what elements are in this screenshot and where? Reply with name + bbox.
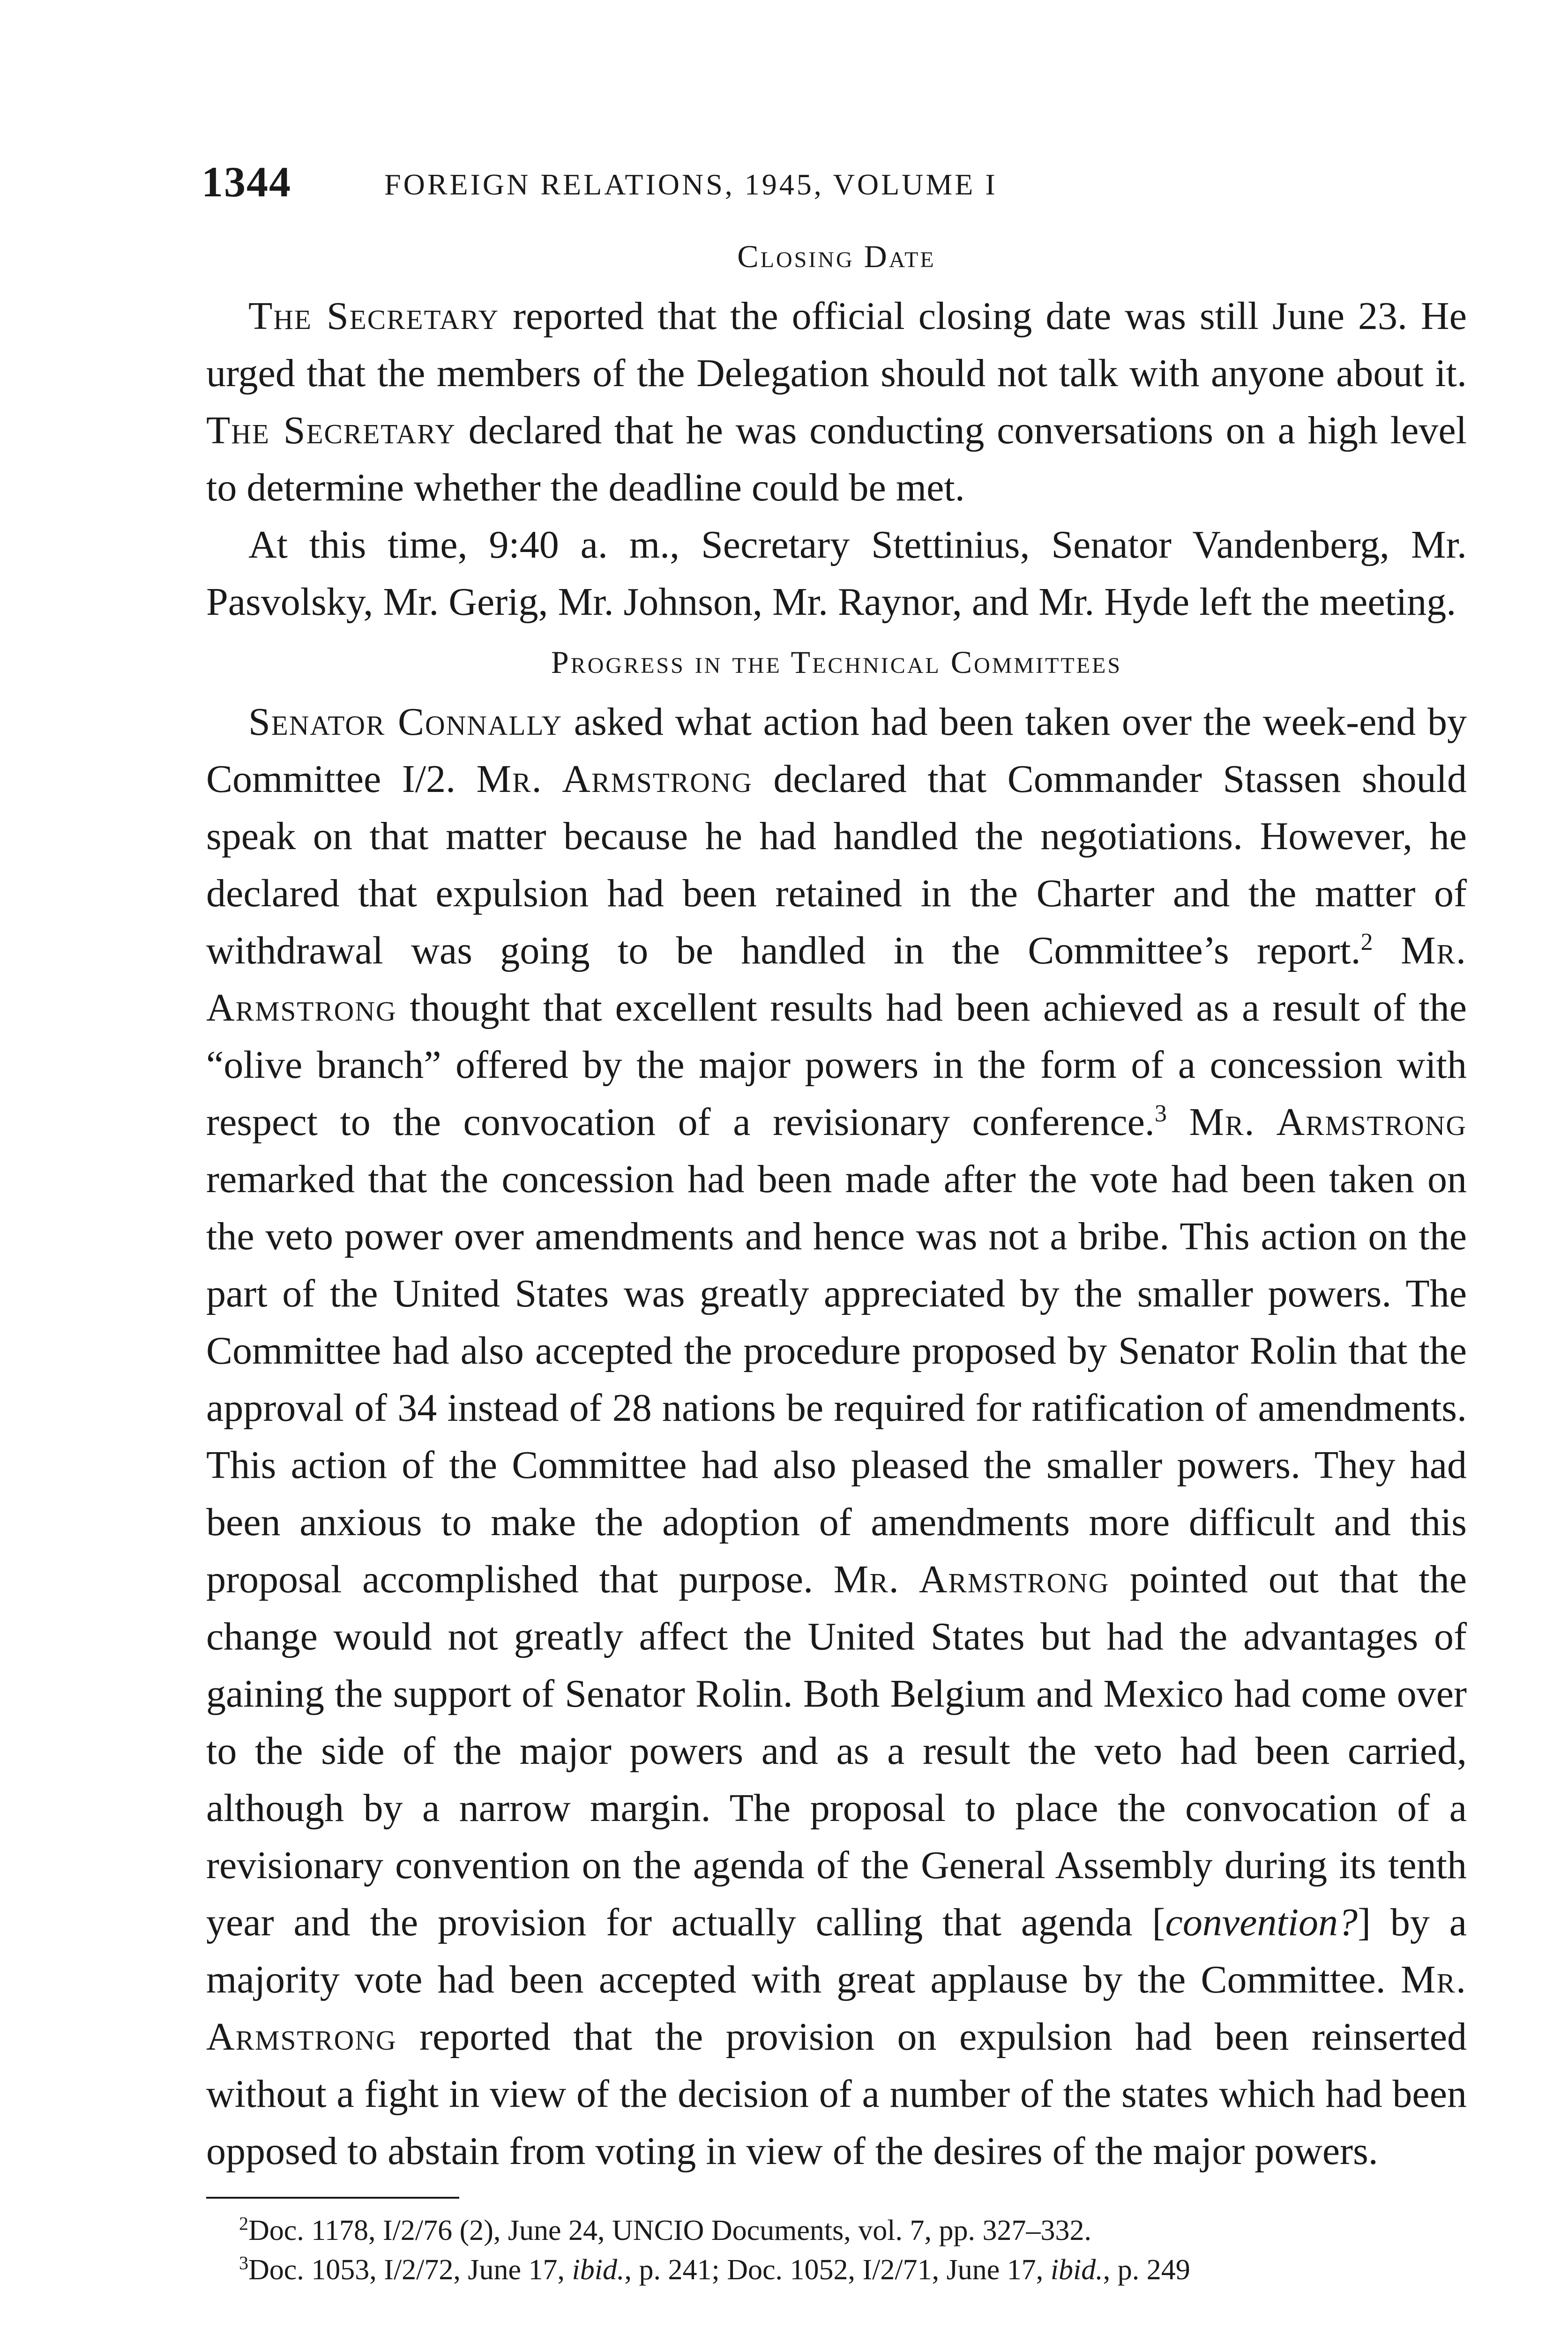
footnote-2 xyxy=(206,2211,1467,2250)
running-title: FOREIGN RELATIONS, 1945, VOLUME I xyxy=(384,168,998,201)
footnote-text: Doc. 1053, I/2/72, June 17, xyxy=(248,2254,572,2286)
paragraph-progress-1 xyxy=(206,694,1467,2180)
paragraph-text: asked what action had been taken over the week-end by Committee I/2. xyxy=(206,700,1467,801)
body-text xyxy=(206,225,1467,2290)
speaker-mr-armstrong: Mr. Armstrong xyxy=(1189,1100,1467,1144)
footnote-ref-2: 2 xyxy=(1360,929,1373,955)
section-heading-progress: Progress in the Technical Committees xyxy=(551,644,1122,680)
speaker-mr-armstrong: Mr. Armstrong xyxy=(206,929,1467,1030)
paragraph-text: pointed out that the change would not greatly affect the United States but had the advantages of gaining the support of Senator Rolin. Both Belgium and Mexico had come over to the side of the major powers and as a result the veto had been carried, although by a narrow margin. The proposal to place the convocation of a revisionary convention on the agenda of the General Assembly during its tenth year and the provision for actually calling that agenda [ xyxy=(206,1558,1467,1944)
speaker-senator-connally: Senator Connally xyxy=(248,700,563,744)
footnote-3 xyxy=(206,2250,1467,2290)
paragraph-closing-date-1 xyxy=(206,288,1467,516)
footnote-ibid: ibid. xyxy=(572,2254,625,2286)
footnote-marker: 3 xyxy=(239,2252,248,2274)
section-heading-closing-date: Closing Date xyxy=(737,239,936,274)
page-header xyxy=(202,157,1373,209)
paragraph-text: thought that excellent results had been achieved as a result of the “olive branch” offered by the major powers in the form of a concession with respect to the convocation of a revisionary conference. xyxy=(206,986,1467,1144)
paragraph-text: remarked that the concession had been made after the vote had been taken on the veto power over amendments and hence was not a bribe. This action on the part of the United States was greatly appreciated by the smaller powers. The Committee had also accepted the procedure proposed by Senator Rolin that the approval of 34 instead of 28 nations be required for ratification of amendments. This action of the Committee had also pleased the smaller powers. They had been anxious to make the adoption of amendments more difficult and this proposal accomplished that purpose. xyxy=(206,1157,1467,1601)
page-number: 1344 xyxy=(202,158,291,206)
speaker-the-secretary: The Secretary xyxy=(248,294,500,338)
footnote-divider xyxy=(206,2197,459,2199)
paragraph-text: declared that Commander Stassen should speak on that matter because he had handled the negotiations. However, he declared that expulsion had been retained in the Charter and the matter of withdrawal was going to be handled in the Committee’s report. xyxy=(206,757,1467,972)
paragraph-text: declared that he was conducting conversations on a high level to determine whether the deadline could be met. xyxy=(206,409,1467,509)
footnote-text: Doc. 1178, I/2/76 (2), June 24, UNCIO Documents, vol. 7, pp. 327–332. xyxy=(248,2215,1091,2246)
footnote-ref-3: 3 xyxy=(1154,1100,1167,1127)
speaker-mr-armstrong: Mr. Armstrong xyxy=(206,1958,1467,2059)
paragraph-closing-date-2: At this time, 9:40 a. m., Secretary Stettinius, Senator Vandenberg, Mr. Pasvolsky, Mr. Gerig, Mr. Johnson, Mr. Raynor, and Mr. Hyde left the meeting. xyxy=(206,523,1467,624)
footnote-text: , p. 249 xyxy=(1103,2254,1190,2286)
paragraph-text: reported that the provision on expulsion had been reinserted without a fight in view of the decision of a number of the states which had been opposed to abstain from voting in view of the desires of the major powers. xyxy=(206,2015,1467,2173)
paragraph-text: reported that the official closing date was still June 23. He urged that the members of the Delegation should not talk with anyone about it. xyxy=(206,294,1467,395)
speaker-the-secretary: The Secretary xyxy=(206,409,456,452)
speaker-mr-armstrong: Mr. Armstrong xyxy=(476,757,753,801)
footnote-text: , p. 241; Doc. 1052, I/2/71, June 17, xyxy=(624,2254,1051,2286)
footnotes xyxy=(206,2211,1467,2290)
speaker-mr-armstrong: Mr. Armstrong xyxy=(833,1558,1110,1601)
editorial-insertion: convention? xyxy=(1165,1901,1358,1944)
paragraph-text: ] by a majority vote had been accepted with great applause by the Committee. xyxy=(206,1901,1467,2001)
footnote-marker: 2 xyxy=(239,2213,248,2234)
footnote-ibid: ibid. xyxy=(1050,2254,1103,2286)
